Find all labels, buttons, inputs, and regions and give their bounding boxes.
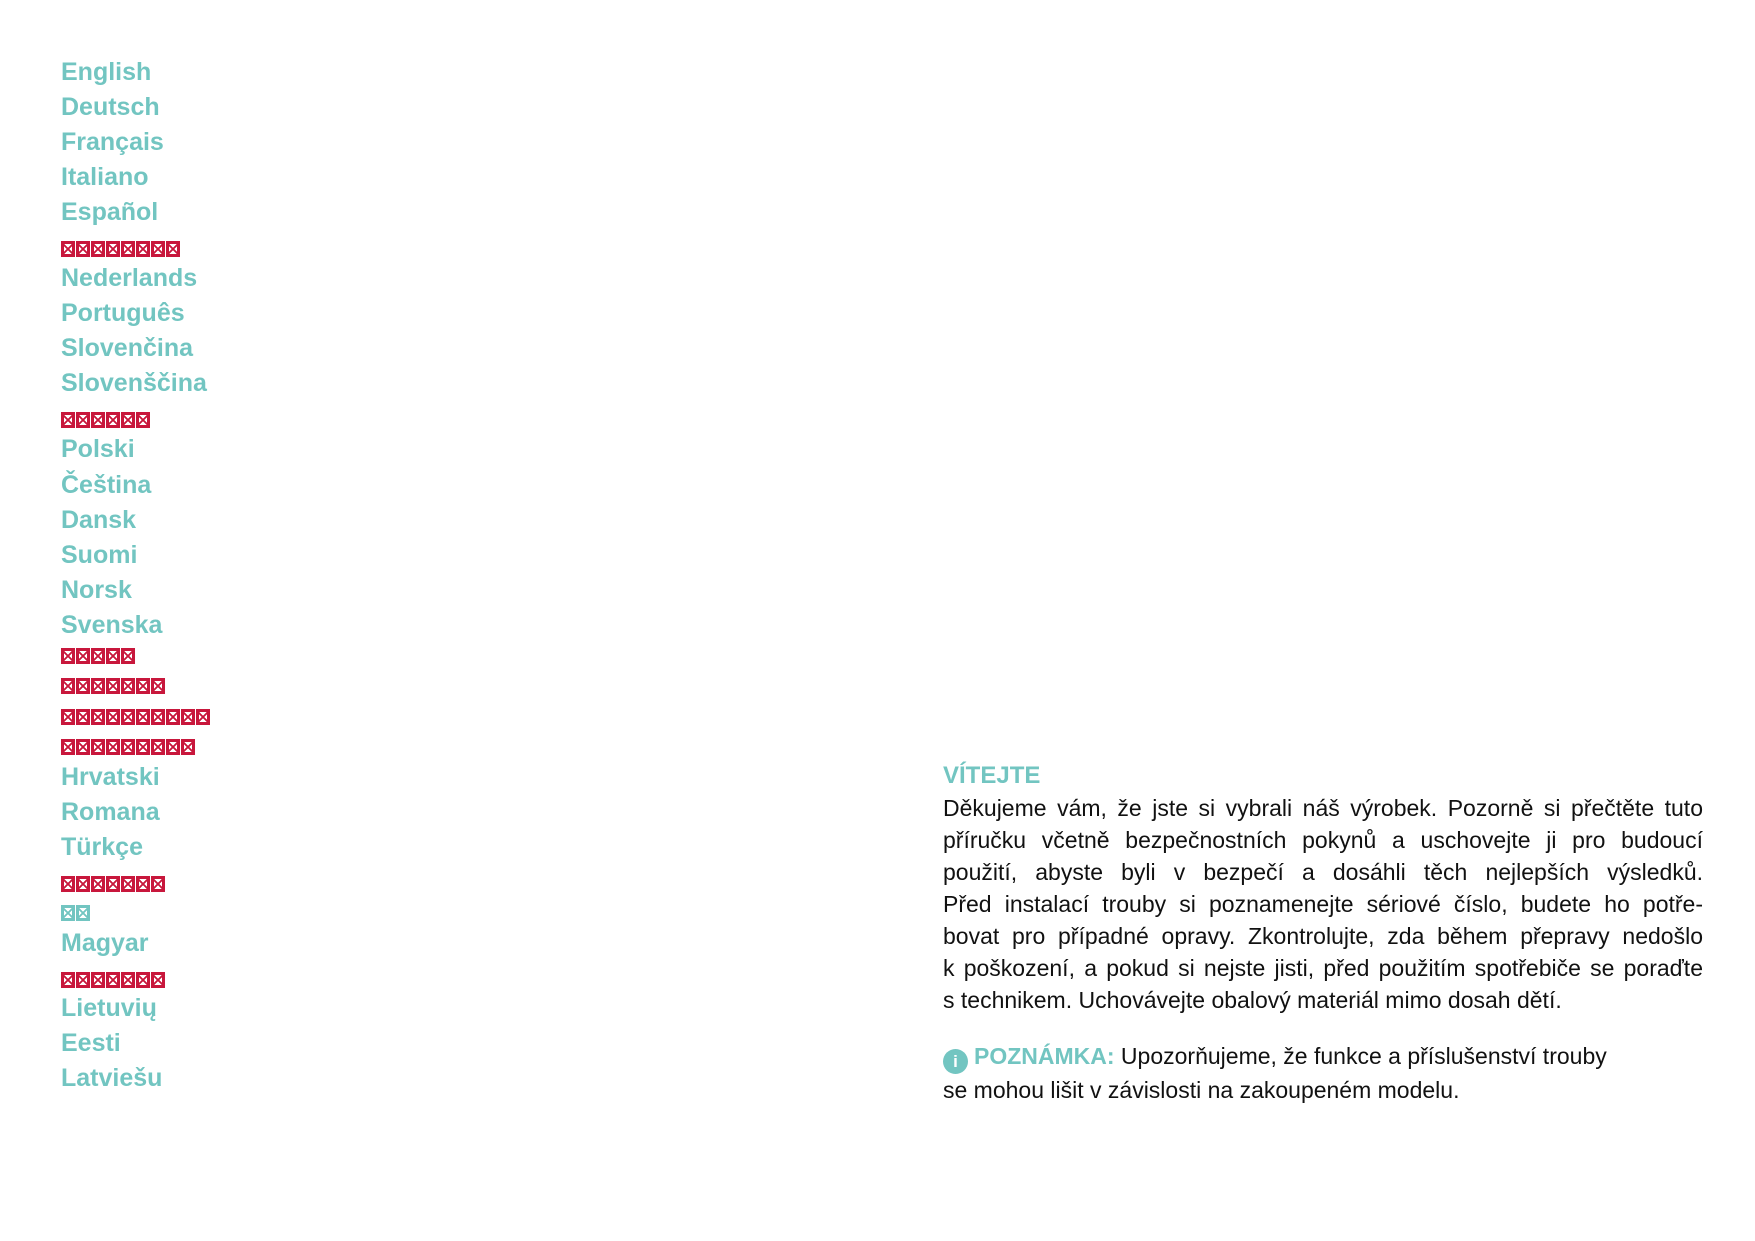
welcome-line: Před instalací trouby si poznamenejte sériové číslo, budete ho potře- bbox=[943, 891, 1703, 917]
missing-glyph-icon bbox=[91, 876, 105, 892]
missing-glyph-icon bbox=[91, 739, 105, 755]
welcome-line: použití, abyste byli v bezpečí a dosáhli těch nejlepších výsledků. bbox=[943, 859, 1703, 885]
missing-glyph-icon bbox=[91, 972, 105, 988]
language-link-unrendered-glyphs[interactable] bbox=[61, 709, 210, 727]
welcome-heading: VÍTEJTE bbox=[943, 762, 1041, 789]
note-text-line1: Upozorňujeme, že funkce a příslušenství trouby bbox=[1114, 1043, 1607, 1069]
missing-glyph-icon bbox=[76, 412, 90, 428]
missing-glyph-icon bbox=[181, 709, 195, 725]
missing-glyph-icon bbox=[121, 678, 135, 694]
missing-glyph-icon bbox=[76, 241, 90, 257]
missing-glyph-icon bbox=[181, 739, 195, 755]
missing-glyph-icon bbox=[61, 241, 75, 257]
language-link-unrendered-glyphs[interactable] bbox=[61, 876, 165, 894]
language-link-latviesu[interactable]: Latviešu bbox=[61, 1064, 163, 1092]
missing-glyph-icon bbox=[61, 876, 75, 892]
missing-glyph-icon bbox=[151, 972, 165, 988]
note-text-line2: se mohou lišit v závislosti na zakoupeném modelu. bbox=[943, 1077, 1460, 1103]
language-link-unrendered-glyphs[interactable] bbox=[61, 648, 135, 666]
missing-glyph-icon bbox=[76, 972, 90, 988]
language-link-espanol[interactable]: Español bbox=[61, 198, 159, 226]
missing-glyph-icon bbox=[61, 905, 75, 921]
language-link-svenska[interactable]: Svenska bbox=[61, 611, 163, 639]
missing-glyph-icon bbox=[76, 739, 90, 755]
missing-glyph-icon bbox=[76, 876, 90, 892]
missing-glyph-icon bbox=[121, 739, 135, 755]
language-list bbox=[61, 0, 301, 1241]
welcome-line: Děkujeme vám, že jste si vybrali náš výrobek. Pozorně si přečtěte tuto bbox=[943, 795, 1703, 821]
language-link-nederlands[interactable]: Nederlands bbox=[61, 264, 198, 292]
language-link-unrendered-glyphs[interactable] bbox=[61, 739, 195, 757]
language-link-slovenscina[interactable]: Slovenščina bbox=[61, 369, 207, 397]
language-link-italiano[interactable]: Italiano bbox=[61, 163, 149, 191]
missing-glyph-icon bbox=[121, 876, 135, 892]
language-link-deutsch[interactable]: Deutsch bbox=[61, 93, 160, 121]
missing-glyph-icon bbox=[91, 241, 105, 257]
welcome-line: příručku včetně bezpečnostních pokynů a uschovejte ji pro budoucí bbox=[943, 827, 1703, 853]
missing-glyph-icon bbox=[121, 412, 135, 428]
welcome-section bbox=[943, 760, 1703, 1016]
missing-glyph-icon bbox=[76, 678, 90, 694]
missing-glyph-icon bbox=[121, 972, 135, 988]
missing-glyph-icon bbox=[106, 876, 120, 892]
missing-glyph-icon bbox=[106, 678, 120, 694]
language-link-romana[interactable]: Romana bbox=[61, 798, 160, 826]
missing-glyph-icon bbox=[151, 876, 165, 892]
missing-glyph-icon bbox=[106, 709, 120, 725]
language-link-slovencina[interactable]: Slovenčina bbox=[61, 334, 193, 362]
language-link-magyar[interactable]: Magyar bbox=[61, 929, 149, 957]
missing-glyph-icon bbox=[106, 739, 120, 755]
language-link-norsk[interactable]: Norsk bbox=[61, 576, 132, 604]
missing-glyph-icon bbox=[196, 709, 210, 725]
missing-glyph-icon bbox=[76, 648, 90, 664]
missing-glyph-icon bbox=[121, 241, 135, 257]
missing-glyph-icon bbox=[76, 905, 90, 921]
missing-glyph-icon bbox=[136, 678, 150, 694]
language-link-suomi[interactable]: Suomi bbox=[61, 541, 138, 569]
missing-glyph-icon bbox=[106, 972, 120, 988]
missing-glyph-icon bbox=[106, 648, 120, 664]
missing-glyph-icon bbox=[121, 709, 135, 725]
missing-glyph-icon bbox=[76, 709, 90, 725]
missing-glyph-icon bbox=[91, 412, 105, 428]
missing-glyph-icon bbox=[136, 739, 150, 755]
missing-glyph-icon bbox=[136, 241, 150, 257]
missing-glyph-icon bbox=[61, 412, 75, 428]
welcome-line: k poškození, a pokud si nejste jisti, před použitím spotřebiče se poraďte bbox=[943, 955, 1703, 981]
missing-glyph-icon bbox=[136, 876, 150, 892]
language-link-unrendered-glyphs[interactable] bbox=[61, 678, 165, 696]
missing-glyph-icon bbox=[61, 709, 75, 725]
missing-glyph-icon bbox=[136, 709, 150, 725]
missing-glyph-icon bbox=[91, 648, 105, 664]
welcome-line: bovat pro případné opravy. Zkontrolujte, zda během přepravy nedošlo bbox=[943, 923, 1703, 949]
missing-glyph-icon bbox=[61, 648, 75, 664]
missing-glyph-icon bbox=[151, 709, 165, 725]
language-link-unrendered-glyphs[interactable] bbox=[61, 905, 90, 923]
language-link-hrvatski[interactable]: Hrvatski bbox=[61, 763, 160, 791]
language-link-unrendered-glyphs[interactable] bbox=[61, 412, 150, 430]
note-section bbox=[943, 1040, 1703, 1106]
language-link-english[interactable]: English bbox=[61, 58, 152, 86]
missing-glyph-icon bbox=[166, 241, 180, 257]
missing-glyph-icon bbox=[91, 678, 105, 694]
missing-glyph-icon bbox=[61, 678, 75, 694]
welcome-paragraph bbox=[943, 792, 1703, 1016]
missing-glyph-icon bbox=[151, 678, 165, 694]
missing-glyph-icon bbox=[166, 709, 180, 725]
missing-glyph-icon bbox=[121, 648, 135, 664]
missing-glyph-icon bbox=[61, 739, 75, 755]
language-link-portugues[interactable]: Português bbox=[61, 299, 185, 327]
welcome-line: s technikem. Uchovávejte obalový materiál mimo dosah dětí. bbox=[943, 987, 1562, 1013]
language-link-turkce[interactable]: Türkçe bbox=[61, 833, 143, 861]
language-link-cestina[interactable]: Čeština bbox=[61, 471, 152, 499]
missing-glyph-icon bbox=[151, 739, 165, 755]
missing-glyph-icon bbox=[166, 739, 180, 755]
language-link-lietuviu[interactable]: Lietuvių bbox=[61, 994, 157, 1022]
note-label: POZNÁMKA: bbox=[974, 1043, 1115, 1069]
missing-glyph-icon bbox=[151, 241, 165, 257]
missing-glyph-icon bbox=[106, 412, 120, 428]
missing-glyph-icon bbox=[136, 972, 150, 988]
language-link-dansk[interactable]: Dansk bbox=[61, 506, 137, 534]
language-link-francais[interactable]: Français bbox=[61, 128, 164, 156]
missing-glyph-icon bbox=[136, 412, 150, 428]
info-icon: i bbox=[943, 1049, 968, 1074]
missing-glyph-icon bbox=[91, 709, 105, 725]
language-link-eesti[interactable]: Eesti bbox=[61, 1029, 121, 1057]
missing-glyph-icon bbox=[61, 972, 75, 988]
language-link-unrendered-glyphs[interactable] bbox=[61, 241, 180, 259]
language-link-unrendered-glyphs[interactable] bbox=[61, 972, 165, 990]
language-link-polski[interactable]: Polski bbox=[61, 435, 135, 463]
missing-glyph-icon bbox=[106, 241, 120, 257]
